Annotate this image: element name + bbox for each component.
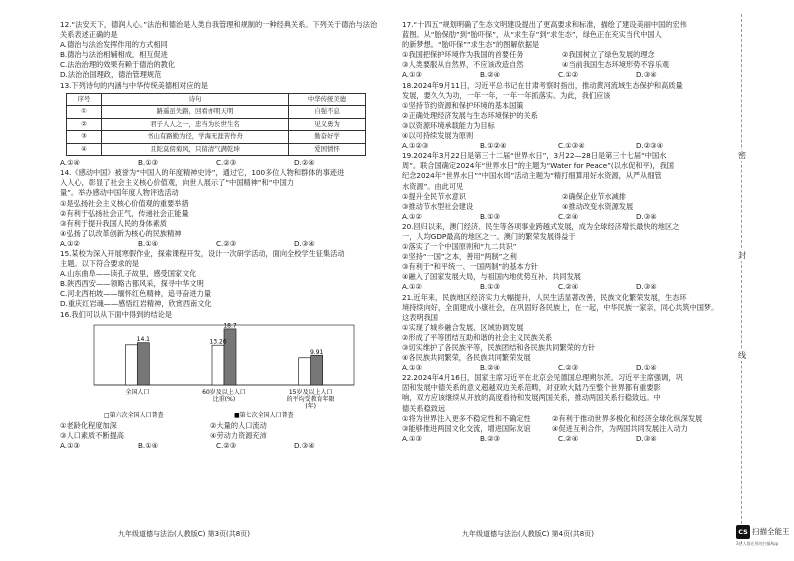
choice-a: A.①③ [402, 70, 422, 80]
badge-subtitle: 3亿人都在用的扫描App [736, 541, 779, 546]
data-label: 9.91 [309, 348, 324, 356]
q18-option: ③以资源环境承载能力为目标 [402, 120, 495, 130]
q17-stem: 蓝图。从“胎保肋”到“胎吓保”，从“求生存”到“求生态”，绿色正在充实当代中国人 [402, 30, 662, 40]
choice-b: B.①③ [480, 211, 501, 221]
q17-option: ②我国树立了绿色发展的理念 [562, 50, 655, 60]
q14-option: ③有利于提升我国人民的身体素质 [60, 218, 168, 228]
q22-option: ④促进互利合作，为两国共同发展注入动力 [552, 423, 688, 433]
q19-stem: 周”。联合国确定2024年“世界水日”的主题为“Water for Peace”(以水促和平)，我国 [402, 161, 674, 171]
q13-cell: 君子人人之一，忠当为长世生名 [102, 118, 289, 131]
q13-cell: 且陀莫傍菊风，只留清气满乾坤 [102, 143, 289, 156]
bar [311, 355, 323, 385]
q14-choices [60, 239, 378, 249]
page-footer-right: 九年级道德与法治(人教版C) 第4页(共8页) [462, 530, 594, 538]
q14-stem-2: 入人心，彰显了社会主义核心价值观，向世人展示了“中国精神”和“中国力 [60, 178, 294, 188]
q13-header-poem: 诗句 [102, 93, 289, 106]
q19-stem: 纪念2024年“世界水日”“中国水周”活动主题为“精打细算用好水资源，从严从细管 [402, 171, 662, 181]
x-tick-label: 15岁及以上人口 [288, 388, 333, 396]
q13-cell: ① [67, 106, 102, 119]
q22-stem: 响，双方应该继续从开放的高度看待和发展两国关系，推动两国关系行稳致远。中 [402, 393, 661, 403]
x-tick-label: 的平均受教育年限 [286, 395, 335, 403]
q22-options-row [402, 424, 720, 434]
q17-option: ①我国把保护环境作为我国的首要任务 [402, 50, 524, 60]
choice-c: C.②③ [216, 238, 237, 248]
q20-option: ④融入了国家发展大局，与祖国内地优势互补、共同发展 [402, 272, 581, 282]
bar [137, 342, 149, 384]
q16-answers [60, 441, 378, 451]
choice-c: C.②③ [558, 363, 579, 373]
choice-b: B.①②④ [480, 141, 507, 151]
q22-option: ③能够推进两国文化交流，增进国际友谊 [402, 423, 531, 433]
q22-stem: 22.2024年4月16日，国家主席习近平在北京会见德国总理朔尔茨。习近平主席强调，巩 [402, 373, 683, 383]
choice-a: A.①② [60, 238, 80, 248]
q14-option: ①是弘扬社会主义核心价值观的重要举措 [60, 198, 189, 208]
q15-option-c: C.河北西柏坡——缅怀红色精神，追寻奋进力量 [60, 289, 212, 299]
choice-c: C.①② [558, 70, 579, 80]
q16-option: ③人口素质不断提高 [60, 430, 124, 440]
q14-stem-3: 量”。举办感动中国年度人物评选活动 [60, 188, 179, 198]
q18-option: ①坚持节约资源和保护环境的基本国策 [402, 100, 524, 110]
choice-d: D.③④ [294, 440, 315, 450]
q15-stem-1: 15.某校为深入开展寒假作业，探索课程开发，设计一次研学活动，面向全校学生征集活动 [60, 249, 345, 258]
q13-header-no: 序号 [67, 93, 102, 106]
q13-cell: 书山有路勤为径，学海无涯苦作舟 [102, 131, 289, 144]
q13-header-virtue: 中华传统美德 [289, 93, 366, 106]
q13-cell: ③ [67, 131, 102, 144]
margin-label: 密 [735, 150, 749, 161]
chart-svg [74, 321, 374, 421]
q21-stem: 21.近年来，民族地区经济实力大幅提升，人民生活显著改善，民族文化繁荣发展，生态环 [402, 292, 687, 302]
q19-option: ①提升全民节水意识 [402, 191, 466, 201]
q14-stem-1: 14.《感动中国》被誉为“中国人的年度精神史诗”，通过它，100多位人物和群体的事迹进 [60, 168, 345, 178]
margin-label: 封 [735, 250, 749, 261]
data-label: 18.7 [223, 322, 237, 330]
choice-b: B.②④ [480, 70, 501, 80]
q19-options-row [402, 202, 720, 212]
q22-stem: 德关系稳致远 [402, 403, 446, 413]
q13-cell: 路遥虽失路，回看亦明天明 [102, 106, 289, 119]
q13-cell: 自强不息 [289, 106, 366, 119]
scanner-badge [736, 525, 790, 549]
q19-choices [402, 212, 720, 222]
binding-line [741, 14, 742, 544]
bar [212, 345, 224, 385]
choice-a: A.①④ [60, 158, 80, 168]
q21-stem: 境持续向好，全面建成小康社会，在巩固好各民族上，在一起，中华民族一家亲，同心共筑中国梦。 [402, 302, 719, 312]
q16-option: ②大量的人口流动 [210, 420, 267, 430]
q15-stem-2: 主题。以下符合要求的是 [60, 259, 140, 269]
choice-d: D.①④ [636, 363, 657, 373]
q18-stem: 18.2024年9月11日，习近平总书记在甘肃考察时指出，推动黄河流域生态保护和高质量 [402, 80, 683, 90]
legend-entry: ■第七次全国人口普查 [234, 411, 294, 419]
choice-b: B.①③ [138, 158, 159, 168]
data-label: 14.1 [136, 335, 151, 343]
choice-a: A.①③ [402, 363, 422, 373]
choice-a: A.①② [402, 211, 422, 221]
q13-table [66, 93, 366, 157]
q21-choices [402, 363, 720, 373]
q13-cell: ④ [67, 143, 102, 156]
q19-stem: 水资源”。由此可见 [402, 181, 464, 191]
q12-option-c: C.法治治理的效果有赖于德治的教化 [60, 60, 176, 70]
q17-stem: 的新梦想。“胎吓保”“求生态”的图解依据是 [402, 40, 540, 50]
q22-stem: 固和发展中德关系的意义超越双边关系范畴，对亚欧大陆乃至整个世界都有重要影 [402, 383, 661, 393]
cs-logo-icon: CS [736, 525, 750, 539]
q13-cell: 勤奋好学 [289, 131, 366, 144]
choice-c: C.②③ [216, 158, 237, 168]
q18-stem: 发展，要久久为功，一年一年，一年一年抓落实。为此，我们应该 [402, 90, 611, 100]
choice-d: D.③④ [636, 70, 657, 80]
q16-bar-chart [74, 321, 374, 421]
badge-name: 扫描全能王 [752, 527, 790, 536]
q16-option: ④劳动力资源充沛 [210, 430, 267, 440]
q13-choices [60, 158, 378, 168]
choice-c: C.②④ [558, 282, 579, 292]
choice-c: C.②④ [558, 433, 579, 443]
q13-cell: 见义勇为 [289, 118, 366, 131]
choice-c: C.①③④ [558, 141, 585, 151]
q22-option: ②有利于推动世界多极化和经济全球化纵深发展 [552, 413, 703, 423]
q17-option: ③人类要服从自然界，不应该改造自然 [402, 60, 524, 70]
q19-options-row [402, 192, 720, 202]
choice-a: A.①③ [402, 433, 422, 443]
choice-b: B.①④ [138, 238, 159, 248]
q16-option: ①老龄化程度加深 [60, 420, 117, 430]
choice-c: C.②④ [558, 211, 579, 221]
q14-option: ④弘扬了以改革创新为核心的民族精神 [60, 228, 182, 238]
choice-d: D.③④ [294, 238, 315, 248]
table-row [67, 118, 366, 131]
left-column [60, 20, 378, 451]
q21-stem: 这表明我国 [402, 312, 438, 322]
choice-d: D.③④ [636, 433, 657, 443]
choice-d: D.②④ [294, 158, 315, 168]
x-tick-label: 比重(%) [212, 395, 236, 403]
q14-option: ②有利于弘扬社会正气，传递社会正能量 [60, 208, 189, 218]
choice-b: B.②③ [480, 433, 501, 443]
q16-choices-1 [60, 421, 378, 431]
q21-option: ④各民族共同繁荣，各民族共同繁荣发展 [402, 353, 531, 363]
bar [299, 357, 311, 384]
q21-option: ①实现了城乡融合发展、区域协调发展 [402, 322, 524, 332]
choice-b: B.②④ [480, 363, 501, 373]
q18-option: ④以可持续发展为原则 [402, 131, 474, 141]
right-column [402, 20, 720, 444]
q12-stem: 12.“法安天下，德润人心。”法治和德治是人类自我管理和规制的一种经典关系。下列关于德治与法治关系表述正确的是 [60, 20, 378, 40]
q16-stem: 16.我们可以从下面中得到的结论是 [60, 309, 173, 319]
q12-option-b: B.德治与法治相辅相成，相互促进 [60, 50, 168, 60]
choice-d: D.②③④ [636, 141, 664, 151]
q17-options-row [402, 50, 720, 60]
legend-entry: □第六次全国人口普查 [104, 411, 164, 419]
q15-option-a: A.山东曲阜——读孔子故里，感受国家文化 [60, 269, 197, 279]
x-tick-label: (年) [305, 402, 317, 410]
q22-option: ①将为世界注入更多不稳定性和不确定性 [402, 413, 531, 423]
q13-cell: 爱国情怀 [289, 143, 366, 156]
margin-label: 线 [735, 350, 749, 361]
table-row [67, 106, 366, 119]
q17-stem: 17.“十四五”规划明确了生态文明建设提出了更高要求和标准，描绘了建设美丽中国的宏伟 [402, 20, 687, 29]
choice-b: B.①④ [138, 440, 159, 450]
q13-cell: ② [67, 118, 102, 131]
q21-option: ②形成了平等团结互助和谐的社会主义民族关系 [402, 332, 553, 342]
choice-a: A.①②③ [402, 141, 429, 151]
choice-a: A.①③ [60, 440, 80, 450]
q20-option: ②坚持“一国”之本，善用“两制”之利 [402, 252, 517, 262]
q17-option: ④当前我国生态环境形势不容乐观 [562, 60, 670, 70]
q18-option: ②正确处理经济发展与生态环境保护的关系 [402, 110, 538, 120]
page-footer-left: 九年级道德与法治(人教版C) 第3页(共8页) [118, 530, 250, 538]
choice-d: D.③④ [636, 282, 657, 292]
x-tick-label: 60岁及以上人口 [202, 388, 246, 396]
data-label: 13.26 [209, 338, 227, 346]
x-tick-label: 全国人口 [125, 388, 150, 396]
q22-options-row [402, 414, 720, 424]
q19-option: ③推动节水型社会建设 [402, 201, 474, 211]
q12-option-d: D.法治治国理政，德治管理规范 [60, 70, 162, 80]
q19-option: ④推动改变水资源发展 [562, 201, 634, 211]
q17-choices [402, 70, 720, 80]
q20-stem: 一，人均GDP最高的地区之一。澳门的繁荣发展得益于 [402, 231, 576, 241]
choice-a: A.①② [402, 282, 422, 292]
q21-option: ③切实维护了各民族平等，民族团结和各民族共同繁荣的方针 [402, 343, 596, 352]
q20-option: ③有利于“和平统一、一国两制”的基本方针 [402, 262, 539, 272]
q22-choices [402, 434, 720, 444]
choice-b: B.①③ [480, 282, 501, 292]
q12-option-a: A.德治与法治发挥作用的方式相同 [60, 40, 168, 50]
q16-choices-2 [60, 431, 378, 441]
choice-c: C.②③ [216, 440, 237, 450]
q19-stem: 19.2024年3月22日是第三十二届“世界水日”，3月22—28日是第三十七届“中国水 [402, 151, 667, 161]
choice-d: D.③④ [636, 211, 657, 221]
table-row [67, 131, 366, 144]
bar [224, 329, 236, 385]
q20-choices [402, 282, 720, 292]
q15-option-d: D.重庆红岩魂——感悟红岩精神，欣赏西南文化 [60, 299, 212, 309]
q18-choices [402, 141, 720, 151]
q15-option-b: B.陕西西安——领略古都风采，探寻中华文明 [60, 279, 204, 289]
q17-options-row [402, 60, 720, 70]
q20-stem: 20.回归以来，澳门经济、民生等各项事业跨越式发展，成为全球经济增长最快的地区之 [402, 221, 680, 231]
q19-option: ②确保企业节水减排 [562, 191, 626, 201]
q20-option: ①落实了一个中国原则和“九二共识” [402, 242, 517, 252]
table-row [67, 143, 366, 156]
q13-stem: 13.下列诗句的内涵与中华传统美德相对应的是 [60, 80, 208, 90]
bar [125, 344, 137, 384]
